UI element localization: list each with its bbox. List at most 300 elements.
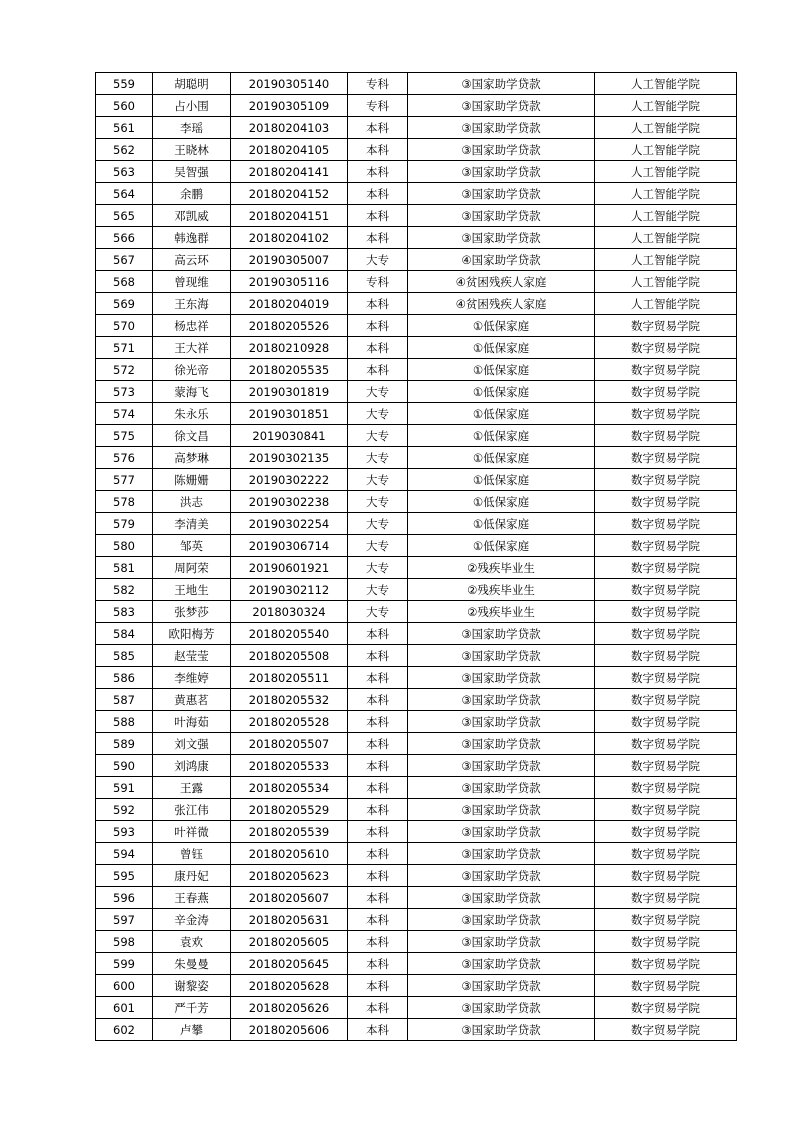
table-row: [96, 843, 737, 865]
education-level-cell: 大专: [348, 447, 408, 469]
table-row: [96, 337, 737, 359]
table-row: [96, 667, 737, 689]
student-id-cell: 20180204103: [231, 117, 348, 139]
education-level-cell: 本科: [348, 887, 408, 909]
row-number-cell: 563: [96, 161, 153, 183]
category-cell: ③国家助学贷款: [408, 997, 595, 1019]
row-number-cell: 572: [96, 359, 153, 381]
table-row: [96, 953, 737, 975]
table-row: [96, 139, 737, 161]
name-cell: 邓凯威: [153, 205, 231, 227]
name-cell: 叶海茹: [153, 711, 231, 733]
row-number-cell: 585: [96, 645, 153, 667]
education-level-cell: 大专: [348, 557, 408, 579]
category-cell: ①低保家庭: [408, 425, 595, 447]
row-number-cell: 573: [96, 381, 153, 403]
college-cell: 数字贸易学院: [595, 755, 737, 777]
name-cell: 王晓林: [153, 139, 231, 161]
row-number-cell: 568: [96, 271, 153, 293]
student-id-cell: 20180205532: [231, 689, 348, 711]
college-cell: 数字贸易学院: [595, 821, 737, 843]
college-cell: 数字贸易学院: [595, 777, 737, 799]
education-level-cell: 本科: [348, 183, 408, 205]
student-id-cell: 20180205623: [231, 865, 348, 887]
category-cell: ③国家助学贷款: [408, 909, 595, 931]
name-cell: 胡聪明: [153, 73, 231, 95]
education-level-cell: 本科: [348, 161, 408, 183]
education-level-cell: 大专: [348, 535, 408, 557]
table-row: [96, 733, 737, 755]
row-number-cell: 589: [96, 733, 153, 755]
college-cell: 数字贸易学院: [595, 601, 737, 623]
category-cell: ③国家助学贷款: [408, 73, 595, 95]
college-cell: 人工智能学院: [595, 117, 737, 139]
row-number-cell: 561: [96, 117, 153, 139]
category-cell: ④贫困残疾人家庭: [408, 271, 595, 293]
category-cell: ③国家助学贷款: [408, 689, 595, 711]
name-cell: 王地生: [153, 579, 231, 601]
category-cell: ①低保家庭: [408, 381, 595, 403]
row-number-cell: 599: [96, 953, 153, 975]
education-level-cell: 本科: [348, 645, 408, 667]
name-cell: 徐光帝: [153, 359, 231, 381]
row-number-cell: 593: [96, 821, 153, 843]
name-cell: 李维婷: [153, 667, 231, 689]
student-id-cell: 20180205628: [231, 975, 348, 997]
student-id-cell: 20180205610: [231, 843, 348, 865]
student-id-cell: 20190305007: [231, 249, 348, 271]
table-row: [96, 271, 737, 293]
student-id-cell: 20180205534: [231, 777, 348, 799]
table-row: [96, 205, 737, 227]
student-id-cell: 20190601921: [231, 557, 348, 579]
category-cell: ③国家助学贷款: [408, 865, 595, 887]
education-level-cell: 本科: [348, 799, 408, 821]
row-number-cell: 579: [96, 513, 153, 535]
name-cell: 杨忠祥: [153, 315, 231, 337]
category-cell: ②残疾毕业生: [408, 601, 595, 623]
table-row: [96, 161, 737, 183]
table-row: [96, 777, 737, 799]
college-cell: 数字贸易学院: [595, 1019, 737, 1041]
row-number-cell: 601: [96, 997, 153, 1019]
college-cell: 数字贸易学院: [595, 799, 737, 821]
row-number-cell: 582: [96, 579, 153, 601]
student-id-cell: 20180205540: [231, 623, 348, 645]
table-row: [96, 535, 737, 557]
category-cell: ③国家助学贷款: [408, 667, 595, 689]
education-level-cell: 大专: [348, 513, 408, 535]
name-cell: 邹英: [153, 535, 231, 557]
category-cell: ①低保家庭: [408, 337, 595, 359]
student-id-cell: 20190305140: [231, 73, 348, 95]
row-number-cell: 574: [96, 403, 153, 425]
student-id-cell: 20180204102: [231, 227, 348, 249]
college-cell: 数字贸易学院: [595, 623, 737, 645]
table-row: [96, 557, 737, 579]
category-cell: ③国家助学贷款: [408, 711, 595, 733]
table-row: [96, 645, 737, 667]
name-cell: 黄惠茗: [153, 689, 231, 711]
college-cell: 数字贸易学院: [595, 843, 737, 865]
student-id-cell: 20180205645: [231, 953, 348, 975]
name-cell: 张梦莎: [153, 601, 231, 623]
education-level-cell: 大专: [348, 491, 408, 513]
row-number-cell: 562: [96, 139, 153, 161]
category-cell: ④国家助学贷款: [408, 249, 595, 271]
name-cell: 王春燕: [153, 887, 231, 909]
student-id-cell: 20190302222: [231, 469, 348, 491]
student-id-cell: 20190302238: [231, 491, 348, 513]
category-cell: ①低保家庭: [408, 469, 595, 491]
student-id-cell: 20190301851: [231, 403, 348, 425]
student-id-cell: 20180204152: [231, 183, 348, 205]
education-level-cell: 本科: [348, 139, 408, 161]
college-cell: 数字贸易学院: [595, 689, 737, 711]
row-number-cell: 600: [96, 975, 153, 997]
college-cell: 人工智能学院: [595, 183, 737, 205]
row-number-cell: 584: [96, 623, 153, 645]
table-row: [96, 381, 737, 403]
college-cell: 数字贸易学院: [595, 535, 737, 557]
education-level-cell: 本科: [348, 117, 408, 139]
table-row: [96, 249, 737, 271]
education-level-cell: 本科: [348, 777, 408, 799]
row-number-cell: 571: [96, 337, 153, 359]
table-row: [96, 799, 737, 821]
table-row: [96, 821, 737, 843]
category-cell: ③国家助学贷款: [408, 733, 595, 755]
category-cell: ①低保家庭: [408, 359, 595, 381]
row-number-cell: 565: [96, 205, 153, 227]
row-number-cell: 596: [96, 887, 153, 909]
student-id-cell: 20180204019: [231, 293, 348, 315]
category-cell: ③国家助学贷款: [408, 931, 595, 953]
category-cell: ③国家助学贷款: [408, 799, 595, 821]
table-row: [96, 865, 737, 887]
education-level-cell: 本科: [348, 755, 408, 777]
student-id-cell: 20180205539: [231, 821, 348, 843]
college-cell: 人工智能学院: [595, 73, 737, 95]
row-number-cell: 602: [96, 1019, 153, 1041]
college-cell: 数字贸易学院: [595, 425, 737, 447]
table-row: [96, 491, 737, 513]
category-cell: ③国家助学贷款: [408, 227, 595, 249]
college-cell: 数字贸易学院: [595, 337, 737, 359]
student-id-cell: 20180205631: [231, 909, 348, 931]
education-level-cell: 本科: [348, 997, 408, 1019]
table-row: [96, 315, 737, 337]
table-row: [96, 403, 737, 425]
table-row: [96, 997, 737, 1019]
college-cell: 人工智能学院: [595, 293, 737, 315]
category-cell: ③国家助学贷款: [408, 1019, 595, 1041]
table-row: [96, 711, 737, 733]
category-cell: ③国家助学贷款: [408, 821, 595, 843]
student-id-cell: 20180205533: [231, 755, 348, 777]
category-cell: ③国家助学贷款: [408, 117, 595, 139]
student-id-cell: 20180205605: [231, 931, 348, 953]
student-id-cell: 20190302135: [231, 447, 348, 469]
name-cell: 高云环: [153, 249, 231, 271]
category-cell: ③国家助学贷款: [408, 843, 595, 865]
college-cell: 数字贸易学院: [595, 667, 737, 689]
category-cell: ③国家助学贷款: [408, 139, 595, 161]
student-id-cell: 20180204151: [231, 205, 348, 227]
education-level-cell: 本科: [348, 711, 408, 733]
table-row: [96, 293, 737, 315]
name-cell: 欧阳梅芳: [153, 623, 231, 645]
student-id-cell: 20180205511: [231, 667, 348, 689]
category-cell: ①低保家庭: [408, 403, 595, 425]
college-cell: 数字贸易学院: [595, 579, 737, 601]
category-cell: ③国家助学贷款: [408, 623, 595, 645]
education-level-cell: 大专: [348, 381, 408, 403]
name-cell: 赵莹莹: [153, 645, 231, 667]
category-cell: ③国家助学贷款: [408, 645, 595, 667]
college-cell: 人工智能学院: [595, 227, 737, 249]
education-level-cell: 本科: [348, 337, 408, 359]
name-cell: 李清美: [153, 513, 231, 535]
category-cell: ①低保家庭: [408, 491, 595, 513]
student-id-cell: 20190305109: [231, 95, 348, 117]
category-cell: ①低保家庭: [408, 447, 595, 469]
name-cell: 刘鸿康: [153, 755, 231, 777]
student-id-cell: 20180204141: [231, 161, 348, 183]
row-number-cell: 597: [96, 909, 153, 931]
education-level-cell: 大专: [348, 601, 408, 623]
college-cell: 数字贸易学院: [595, 447, 737, 469]
name-cell: 徐文昌: [153, 425, 231, 447]
row-number-cell: 560: [96, 95, 153, 117]
education-level-cell: 本科: [348, 205, 408, 227]
education-level-cell: 专科: [348, 95, 408, 117]
college-cell: 数字贸易学院: [595, 909, 737, 931]
row-number-cell: 592: [96, 799, 153, 821]
category-cell: ③国家助学贷款: [408, 777, 595, 799]
student-id-cell: 20180205507: [231, 733, 348, 755]
name-cell: 陈姗姗: [153, 469, 231, 491]
education-level-cell: 本科: [348, 1019, 408, 1041]
row-number-cell: 590: [96, 755, 153, 777]
name-cell: 朱永乐: [153, 403, 231, 425]
table-row: [96, 73, 737, 95]
name-cell: 严千芳: [153, 997, 231, 1019]
student-id-cell: 20180205535: [231, 359, 348, 381]
category-cell: ③国家助学贷款: [408, 975, 595, 997]
college-cell: 数字贸易学院: [595, 491, 737, 513]
student-id-cell: 20180205528: [231, 711, 348, 733]
category-cell: ③国家助学贷款: [408, 755, 595, 777]
table-row: [96, 513, 737, 535]
category-cell: ①低保家庭: [408, 315, 595, 337]
student-id-cell: 20180205529: [231, 799, 348, 821]
college-cell: 数字贸易学院: [595, 865, 737, 887]
student-id-cell: 20180205606: [231, 1019, 348, 1041]
row-number-cell: 586: [96, 667, 153, 689]
student-id-cell: 20180205626: [231, 997, 348, 1019]
college-cell: 数字贸易学院: [595, 711, 737, 733]
college-cell: 数字贸易学院: [595, 557, 737, 579]
name-cell: 高梦琳: [153, 447, 231, 469]
name-cell: 洪志: [153, 491, 231, 513]
category-cell: ②残疾毕业生: [408, 579, 595, 601]
name-cell: 王东海: [153, 293, 231, 315]
table-row: [96, 447, 737, 469]
table-body: [96, 73, 737, 1041]
college-cell: 数字贸易学院: [595, 645, 737, 667]
education-level-cell: 大专: [348, 579, 408, 601]
college-cell: 数字贸易学院: [595, 469, 737, 491]
student-table: [95, 72, 737, 1041]
college-cell: 数字贸易学院: [595, 997, 737, 1019]
education-level-cell: 大专: [348, 469, 408, 491]
college-cell: 数字贸易学院: [595, 513, 737, 535]
table-row: [96, 579, 737, 601]
row-number-cell: 578: [96, 491, 153, 513]
name-cell: 曾钰: [153, 843, 231, 865]
student-id-cell: 20190306714: [231, 535, 348, 557]
table-row: [96, 601, 737, 623]
student-id-cell: 20180205526: [231, 315, 348, 337]
row-number-cell: 570: [96, 315, 153, 337]
category-cell: ②残疾毕业生: [408, 557, 595, 579]
table-row: [96, 359, 737, 381]
student-id-cell: 2018030324: [231, 601, 348, 623]
education-level-cell: 本科: [348, 315, 408, 337]
table-row: [96, 227, 737, 249]
name-cell: 谢黎姿: [153, 975, 231, 997]
education-level-cell: 本科: [348, 975, 408, 997]
category-cell: ③国家助学贷款: [408, 183, 595, 205]
row-number-cell: 594: [96, 843, 153, 865]
college-cell: 人工智能学院: [595, 161, 737, 183]
student-id-cell: 20190301819: [231, 381, 348, 403]
name-cell: 吴智强: [153, 161, 231, 183]
education-level-cell: 专科: [348, 271, 408, 293]
table-row: [96, 425, 737, 447]
college-cell: 人工智能学院: [595, 205, 737, 227]
row-number-cell: 583: [96, 601, 153, 623]
college-cell: 人工智能学院: [595, 249, 737, 271]
table-row: [96, 931, 737, 953]
row-number-cell: 598: [96, 931, 153, 953]
row-number-cell: 576: [96, 447, 153, 469]
row-number-cell: 595: [96, 865, 153, 887]
education-level-cell: 本科: [348, 843, 408, 865]
row-number-cell: 569: [96, 293, 153, 315]
name-cell: 辛金涛: [153, 909, 231, 931]
table-row: [96, 1019, 737, 1041]
college-cell: 人工智能学院: [595, 271, 737, 293]
student-id-cell: 20180204105: [231, 139, 348, 161]
row-number-cell: 581: [96, 557, 153, 579]
name-cell: 康丹妃: [153, 865, 231, 887]
row-number-cell: 559: [96, 73, 153, 95]
education-level-cell: 本科: [348, 953, 408, 975]
education-level-cell: 大专: [348, 425, 408, 447]
table-row: [96, 975, 737, 997]
education-level-cell: 本科: [348, 359, 408, 381]
table-row: [96, 117, 737, 139]
row-number-cell: 575: [96, 425, 153, 447]
name-cell: 刘文强: [153, 733, 231, 755]
table-row: [96, 887, 737, 909]
education-level-cell: 本科: [348, 909, 408, 931]
row-number-cell: 587: [96, 689, 153, 711]
category-cell: ③国家助学贷款: [408, 95, 595, 117]
table-row: [96, 755, 737, 777]
student-id-cell: 20180205508: [231, 645, 348, 667]
row-number-cell: 577: [96, 469, 153, 491]
name-cell: 叶祥微: [153, 821, 231, 843]
name-cell: 余鹏: [153, 183, 231, 205]
name-cell: 朱曼曼: [153, 953, 231, 975]
name-cell: 韩逸群: [153, 227, 231, 249]
name-cell: 张江伟: [153, 799, 231, 821]
category-cell: ③国家助学贷款: [408, 205, 595, 227]
college-cell: 人工智能学院: [595, 95, 737, 117]
education-level-cell: 本科: [348, 931, 408, 953]
college-cell: 数字贸易学院: [595, 975, 737, 997]
category-cell: ①低保家庭: [408, 513, 595, 535]
name-cell: 王大祥: [153, 337, 231, 359]
education-level-cell: 专科: [348, 73, 408, 95]
category-cell: ③国家助学贷款: [408, 953, 595, 975]
education-level-cell: 本科: [348, 667, 408, 689]
college-cell: 数字贸易学院: [595, 931, 737, 953]
category-cell: ①低保家庭: [408, 535, 595, 557]
student-id-cell: 20190302254: [231, 513, 348, 535]
education-level-cell: 本科: [348, 293, 408, 315]
college-cell: 数字贸易学院: [595, 953, 737, 975]
education-level-cell: 大专: [348, 403, 408, 425]
row-number-cell: 591: [96, 777, 153, 799]
student-id-cell: 20190302112: [231, 579, 348, 601]
name-cell: 袁欢: [153, 931, 231, 953]
college-cell: 数字贸易学院: [595, 733, 737, 755]
name-cell: 卢攀: [153, 1019, 231, 1041]
college-cell: 数字贸易学院: [595, 381, 737, 403]
table-row: [96, 623, 737, 645]
name-cell: 蒙海飞: [153, 381, 231, 403]
table-row: [96, 689, 737, 711]
category-cell: ③国家助学贷款: [408, 887, 595, 909]
table-row: [96, 469, 737, 491]
category-cell: ④贫困残疾人家庭: [408, 293, 595, 315]
name-cell: 李瑶: [153, 117, 231, 139]
education-level-cell: 本科: [348, 623, 408, 645]
college-cell: 人工智能学院: [595, 139, 737, 161]
education-level-cell: 本科: [348, 733, 408, 755]
category-cell: ③国家助学贷款: [408, 161, 595, 183]
college-cell: 数字贸易学院: [595, 359, 737, 381]
education-level-cell: 本科: [348, 227, 408, 249]
row-number-cell: 566: [96, 227, 153, 249]
education-level-cell: 本科: [348, 689, 408, 711]
college-cell: 数字贸易学院: [595, 315, 737, 337]
education-level-cell: 本科: [348, 821, 408, 843]
name-cell: 王露: [153, 777, 231, 799]
education-level-cell: 本科: [348, 865, 408, 887]
education-level-cell: 大专: [348, 249, 408, 271]
row-number-cell: 564: [96, 183, 153, 205]
table-row: [96, 909, 737, 931]
college-cell: 数字贸易学院: [595, 887, 737, 909]
student-id-cell: 20180210928: [231, 337, 348, 359]
college-cell: 数字贸易学院: [595, 403, 737, 425]
name-cell: 占小围: [153, 95, 231, 117]
